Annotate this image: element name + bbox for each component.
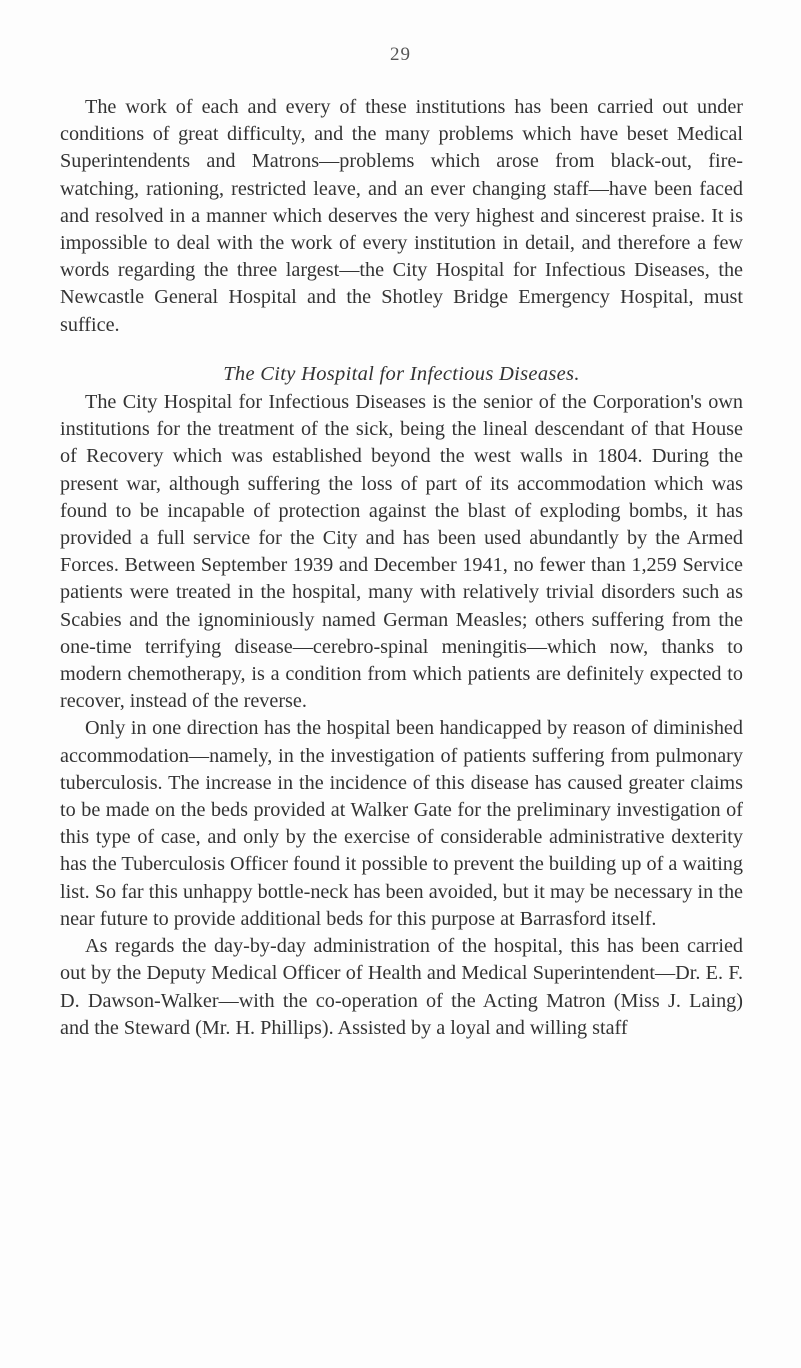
section-heading: The City Hospital for Infectious Diseases.: [223, 362, 580, 385]
paragraph-administration: As regards the day-by-day administration of the hospital, this has been carried out by the Deputy Medical Officer of Health and Medical Superintendent—Dr. E. F. D. Dawson-Walker—with the co-operation of the Acting Matron (Miss J. Laing) and the Steward (Mr. H. Phillips). Assisted by a loyal and willing staff: [60, 935, 743, 1039]
page-number: 29: [390, 44, 411, 65]
paragraph-institutions-work: The work of each and every of these institutions has been carried out under conditions of great difficulty, and the many problems which have beset Medical Superintendents and Matrons—problems which arose from black-out, fire-watching, rationing, restricted leave, and an ever changing staff—have been faced and resolved in a manner which deserves the very highest and sincerest praise. It is impossible to deal with the work of every institution in detail, and therefore a few words regarding the three largest—the City Hospital for Infectious Diseases, the Newcastle General Hospital and the Shotley Bridge Emergency Hospital, must suffice.: [60, 96, 743, 336]
paragraph-city-hospital: The City Hospital for Infectious Diseases is the senior of the Corporation's own institutions for the treatment of the sick, being the lineal descendant of that House of Recovery which was established beyond the west walls in 1804. During the present war, although suffering the loss of part of its accommodation which was found to be incapable of protection against the blast of exploding bombs, it has provided a full service for the City and has been used abundantly by the Armed Forces. Between September 1939 and December 1941, no fewer than 1,259 Service patients were treated in the hospital, many with relatively trivial disorders such as Scabies and the ignominiously named German Measles; others suffering from the one-time terrifying disease—cerebro-spinal meningitis—which now, thanks to modern chemotherapy, is a condition from which patients are definitely expected to recover, instead of the reverse.: [60, 391, 743, 713]
body-text: [60, 94, 743, 1042]
paragraph-accommodation: Only in one direction has the hospital been handicapped by reason of diminished accommodation—namely, in the investigation of patients suffering from pulmonary tuberculosis. The increase in the incidence of this disease has caused greater claims to be made on the beds provided at Walker Gate for the preliminary investigation of this type of case, and only by the exercise of considerable administrative dexterity has the Tuberculosis Officer found it possible to prevent the building up of a waiting list. So far this unhappy bottle-neck has been avoided, but it may be necessary in the near future to provide additional beds for this purpose at Barrasford itself.: [60, 717, 743, 930]
